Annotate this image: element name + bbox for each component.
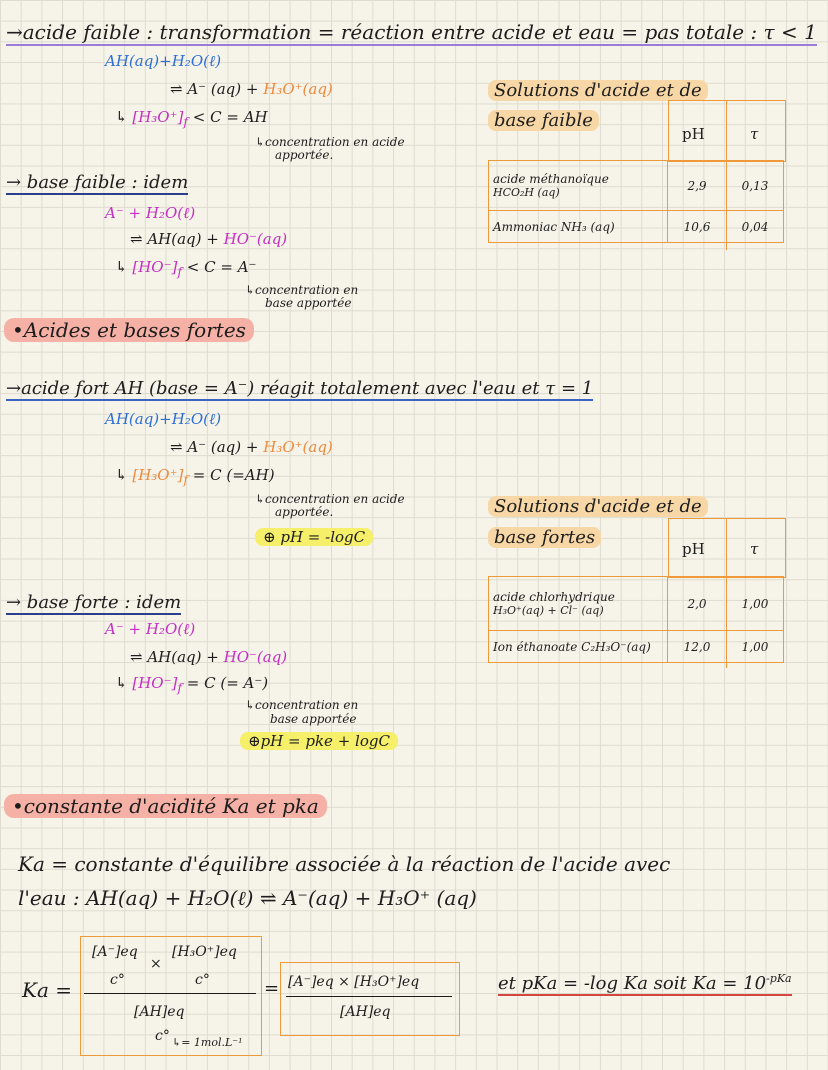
ka-num-b: [H₃O⁺]eq (172, 944, 237, 960)
eq1-final-sub: f (183, 114, 189, 129)
table-weak-col-ph: pH (682, 125, 705, 143)
ka-times: × (150, 956, 162, 972)
eq1-hook: ↳ (115, 108, 128, 126)
s2-eq1-products (170, 438, 333, 456)
table-cell-name: acide méthanoïque HCO₂H (aq) (489, 161, 668, 211)
eq1-note1: ↳concentration en acide (255, 135, 405, 149)
pka-exponent: -pKa (766, 972, 792, 985)
table-cell-ph: 2,0 (668, 577, 727, 631)
ka-main-fraction-bar (84, 993, 256, 994)
eq1-arrow: ⇌ A⁻ (aq) + (170, 80, 264, 98)
eq1-result (115, 108, 268, 129)
s2-eq1-note1: ↳concentration en acide (255, 492, 405, 506)
table-strong-title2: base fortes (488, 527, 601, 548)
table-strong-title1: Solutions d'acide et de (488, 496, 708, 517)
eq2-result (115, 258, 256, 279)
table-cell-ph: 10,6 (668, 211, 727, 243)
ka-simplified-den: [AH]eq (340, 1004, 391, 1020)
s2-eq1-lhs: AH(aq)+H₂O(ℓ) (105, 410, 222, 428)
ka-simplified-bar (286, 996, 452, 997)
pka-line (498, 972, 792, 996)
eq2-lhs: A⁻ + H₂O(ℓ) (105, 204, 196, 222)
s2-eq1-final-sub: f (183, 472, 189, 487)
s2-eq1-note2: apportée. (275, 505, 334, 519)
s2-eq1-arrow: ⇌ A⁻ (aq) + (170, 438, 264, 456)
pka-text: et pKa = -log Ka soit Ka = 10 (498, 973, 767, 994)
acide-faible-line: →acide faible : transformation = réaction entre acide et eau = pas totale : τ < 1 (6, 20, 817, 44)
table-cell-tau: 0,04 (727, 211, 784, 243)
table-cell-ph: 12,0 (668, 631, 727, 663)
s2-eq2-products (130, 648, 287, 666)
table-cell-name: acide chlorhydrique H₃O⁺(aq) + Cl⁻ (aq) (489, 577, 668, 631)
s2-eq1-res-rest: = C (=AH) (188, 466, 275, 484)
table-weak (488, 160, 784, 243)
table-cell-name: Ammoniac NH₃ (aq) (489, 211, 668, 243)
eq1-lhs: AH(aq)+H₂O(ℓ) (105, 52, 222, 70)
ka-den-c0: c° (155, 1028, 170, 1044)
s2-eq1-h3o-concentration: [H₃O⁺] (132, 466, 184, 484)
table-row (489, 631, 784, 663)
s2-eq2-ho-concentration: [HO⁻] (132, 674, 178, 692)
table-cell-tau: 1,00 (727, 631, 784, 663)
s2-eq2-final-sub: f (177, 680, 182, 695)
eq2-arrow: ⇌ AH(aq) + (130, 230, 224, 248)
table-weak-title2: base faible (488, 110, 599, 131)
ka-num-a: [A⁻]eq (92, 944, 138, 960)
table-cell-tau: 1,00 (727, 577, 784, 631)
formula-ph-base: ⊕pH = pke + logC (240, 732, 398, 750)
ka-label: Ka = (22, 978, 72, 1002)
s2-eq2-lhs: A⁻ + H₂O(ℓ) (105, 620, 196, 638)
ka-c0-a: c° (110, 972, 125, 988)
eq2-note2: base apportée (265, 296, 352, 310)
table-strong (488, 576, 784, 663)
eq2-res-rest: < C = A⁻ (186, 258, 257, 276)
eq1-products (170, 80, 333, 98)
table-weak-title1: Solutions d'acide et de (488, 80, 708, 101)
table-strong-col-tau: τ (750, 540, 759, 558)
s2-eq2-hook: ↳ (115, 674, 128, 692)
eq1-ion: H₃O⁺(aq) (263, 80, 333, 98)
table-strong-col-ph: pH (682, 540, 705, 558)
table-row (489, 577, 784, 631)
eq2-final-sub: f (177, 264, 182, 279)
table-cell-name: Ion éthanoate C₂H₃O⁻(aq) (489, 631, 668, 663)
s2-eq2-ion: HO⁻(aq) (223, 648, 288, 666)
table-cell-ph: 2,9 (668, 161, 727, 211)
eq1-h3o-concentration: [H₃O⁺] (132, 108, 184, 126)
ka-den-note: ↳= 1mol.L⁻¹ (172, 1036, 243, 1049)
table-weak-col-tau: τ (750, 125, 759, 143)
s2-eq2-res-rest: = C (= A⁻) (182, 674, 269, 692)
s2-eq2-result (115, 674, 268, 695)
ka-definition-line1: Ka = constante d'équilibre associée à la réaction de l'acide avec (18, 852, 671, 876)
eq2-ho-concentration: [HO⁻] (132, 258, 178, 276)
table-cell-tau: 0,13 (727, 161, 784, 211)
eq1-res-rest: < C = AH (192, 108, 268, 126)
acide-fort-line: →acide fort AH (base = A⁻) réagit totalement avec l'eau et τ = 1 (6, 378, 594, 399)
eq2-products (130, 230, 287, 248)
table-row (489, 211, 784, 243)
eq2-ion: HO⁻(aq) (223, 230, 288, 248)
s2-eq1-ion: H₃O⁺(aq) (263, 438, 333, 456)
s2-eq2-note2: base apportée (270, 712, 357, 726)
eq2-hook: ↳ (115, 258, 128, 276)
section2-heading: •Acides et bases fortes (4, 318, 254, 342)
eq1-note2: apportée. (275, 148, 334, 162)
ka-c0-b: c° (195, 972, 210, 988)
ka-equals: = (264, 978, 280, 999)
ka-simplified-num: [A⁻]eq × [H₃O⁺]eq (288, 974, 420, 990)
formula-ph-acid: ⊕ pH = -logC (255, 528, 373, 546)
s2-eq1-hook: ↳ (115, 466, 128, 484)
base-forte-line: → base forte : idem (6, 592, 182, 613)
ka-definition-line2: l'eau : AH(aq) + H₂O(ℓ) ⇌ A⁻(aq) + H₃O⁺ (aq) (18, 886, 477, 910)
s2-eq2-arrow: ⇌ AH(aq) + (130, 648, 224, 666)
s2-eq2-note1: ↳concentration en (245, 698, 359, 712)
s2-eq1-result (115, 466, 275, 487)
table-row (489, 161, 784, 211)
section3-heading: •constante d'acidité Ka et pka (4, 794, 327, 818)
eq2-note1: ↳concentration en (245, 283, 359, 297)
base-faible-line: → base faible : idem (6, 172, 189, 193)
ka-den: [AH]eq (134, 1004, 185, 1020)
